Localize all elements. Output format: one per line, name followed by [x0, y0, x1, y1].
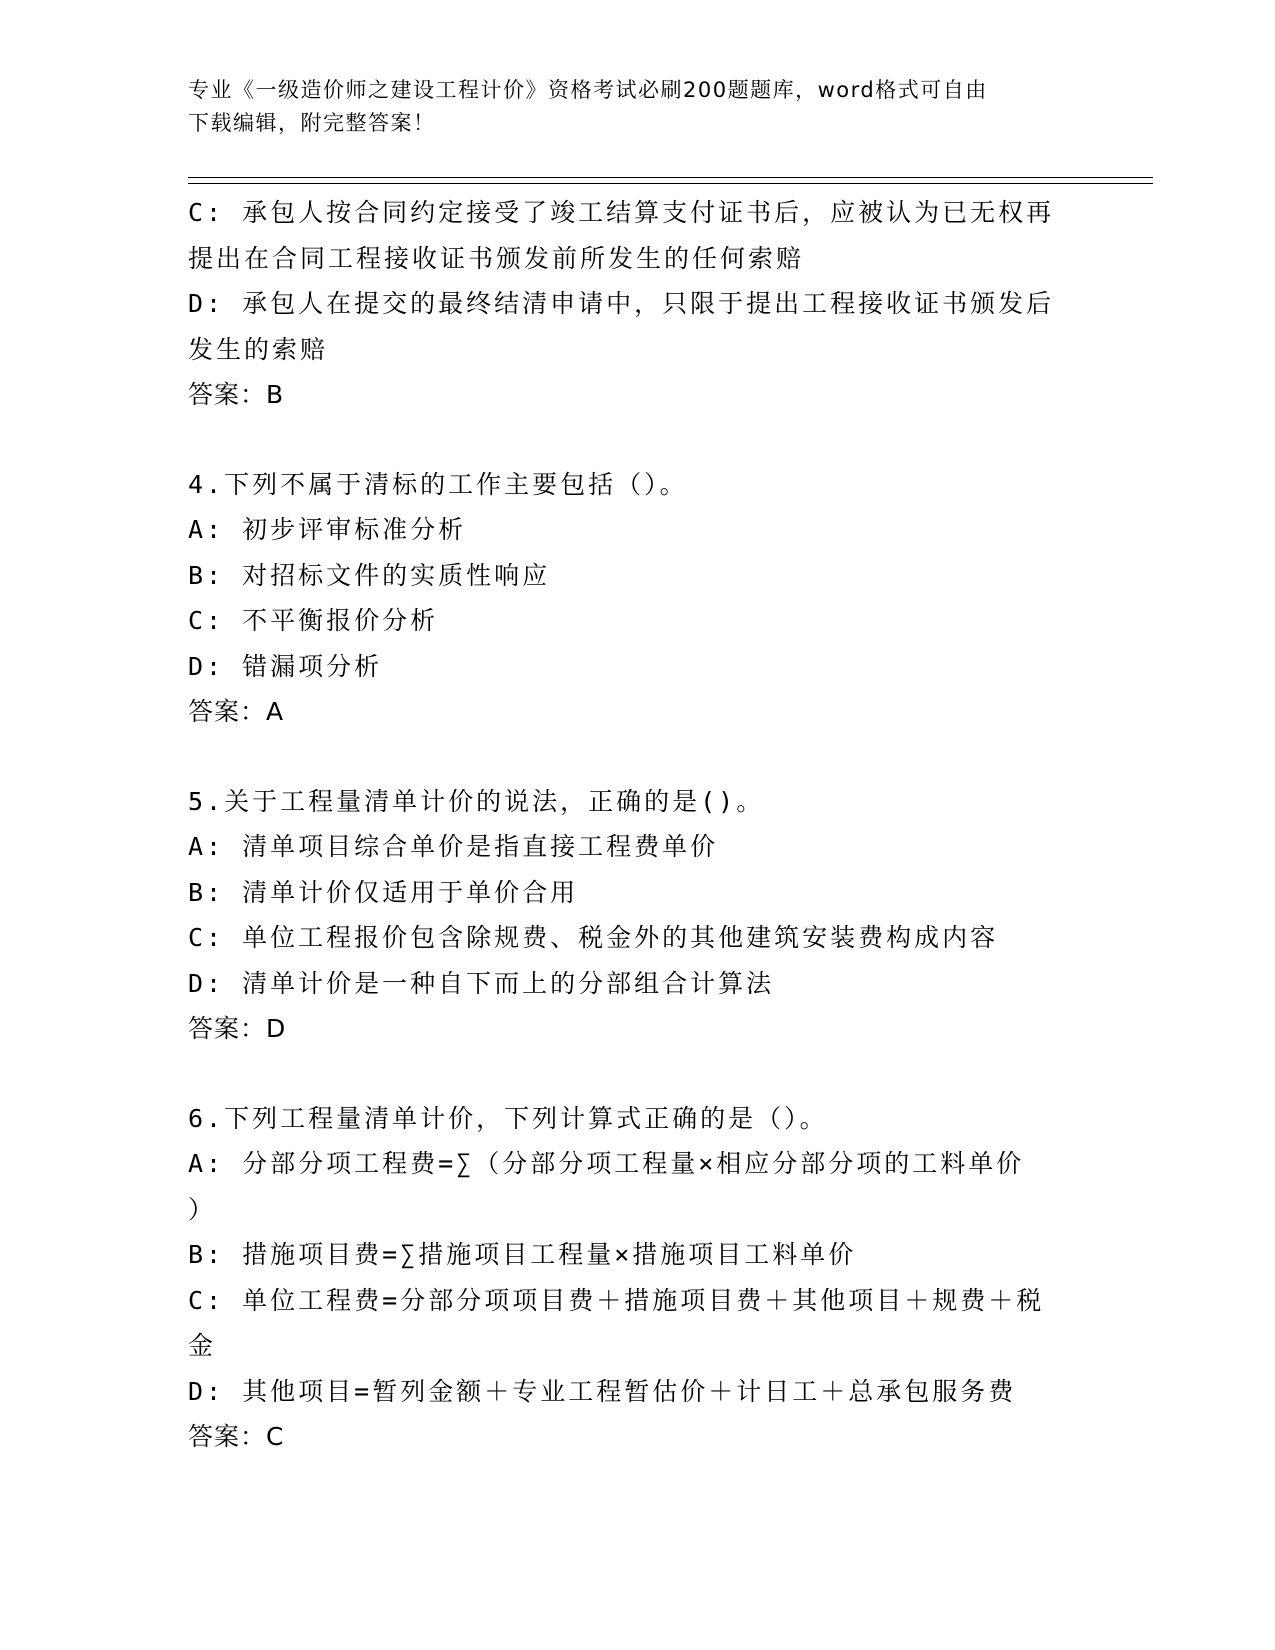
option-c-line-2: 金	[188, 1331, 217, 1360]
option-d-line-2: 发生的索赔	[188, 334, 329, 364]
option-c-line-1: C: 单位工程费=分部分项项目费＋措施项目费＋其他项目＋规费＋税	[188, 1285, 1045, 1315]
option-d: D: 清单计价是一种自下而上的分部组合计算法	[188, 968, 775, 998]
header-line-1: 专业《一级造价师之建设工程计价》资格考试必刷200题题库，word格式可自由	[188, 78, 988, 102]
question-text: 6.下列工程量清单计价，下列计算式正确的是（）。	[188, 1103, 828, 1133]
answer: 答案：D	[188, 1014, 287, 1043]
option-d: D: 其他项目=暂列金额＋专业工程暂估价＋计日工＋总承包服务费	[188, 1376, 1017, 1406]
question-4	[188, 462, 1088, 735]
answer: 答案：C	[188, 1422, 285, 1451]
option-d-line-1: D: 承包人在提交的最终结清申请中，只限于提出工程接收证书颁发后	[188, 289, 1055, 318]
option-a-line-2: ）	[188, 1194, 217, 1224]
answer: 答案：A	[188, 697, 285, 726]
option-b: B: 措施项目费=∑措施项目工程量×措施项目工料单价	[188, 1240, 857, 1269]
option-b: B: 对招标文件的实质性响应	[188, 560, 551, 590]
header-divider-top	[188, 177, 1153, 178]
question-text: 5.关于工程量清单计价的说法，正确的是()。	[188, 786, 765, 816]
option-c-line-1: C: 承包人按合同约定接受了竣工结算支付证书后，应被认为已无权再	[188, 198, 1055, 227]
option-c-line-2: 提出在合同工程接收证书颁发前所发生的任何索赔	[188, 243, 805, 273]
option-c: C: 不平衡报价分析	[188, 606, 439, 635]
question-list	[188, 190, 1088, 1460]
header-divider-bottom	[188, 183, 1153, 184]
header-line-2: 下载编辑，附完整答案！	[188, 111, 436, 135]
answer: 答案：B	[188, 380, 285, 409]
document-header	[188, 74, 1068, 140]
option-a: A: 清单项目综合单价是指直接工程费单价	[188, 832, 719, 861]
question-3-continued	[188, 190, 1088, 418]
question-5	[188, 779, 1088, 1052]
option-a: A: 初步评审标准分析	[188, 515, 467, 544]
question-text: 4.下列不属于清标的工作主要包括（）。	[188, 469, 688, 499]
option-b: B: 清单计价仅适用于单价合用	[188, 877, 579, 907]
option-c: C: 单位工程报价包含除规费、税金外的其他建筑安装费构成内容	[188, 923, 999, 952]
question-6	[188, 1096, 1088, 1460]
option-d: D: 错漏项分析	[188, 651, 383, 681]
option-a-line-1: A: 分部分项工程费=∑（分部分项工程量×相应分部分项的工料单价	[188, 1149, 1025, 1178]
